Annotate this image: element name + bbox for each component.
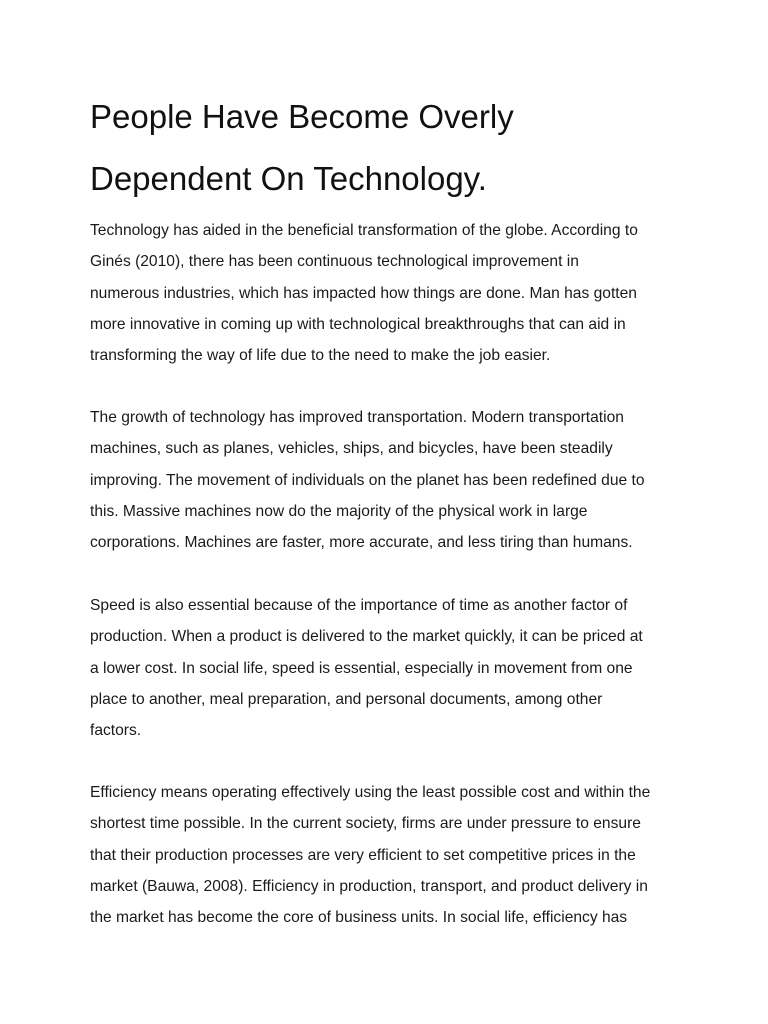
text-line: production. When a product is delivered to the market quickly, it can be priced at [90, 628, 643, 646]
paragraph-technology-transformation [90, 215, 690, 371]
text-line: transforming the way of life due to the need to make the job easier. [90, 347, 551, 365]
paragraph-transportation [90, 402, 690, 558]
text-line: place to another, meal preparation, and personal documents, among other [90, 690, 603, 708]
text-line: corporations. Machines are faster, more accurate, and less tiring than humans. [90, 534, 633, 552]
text-line: factors. [90, 722, 142, 740]
text-line: Efficiency means operating effectively using the least possible cost and within the [90, 784, 651, 801]
title-line: Dependent On Technology. [90, 160, 487, 197]
text-line: Technology has aided in the beneficial transformation of the globe. According to [90, 222, 638, 239]
text-line: machines, such as planes, vehicles, ships, and bicycles, have been steadily [90, 440, 613, 458]
text-line: Speed is also essential because of the importance of time as another factor of [90, 597, 628, 614]
text-line: this. Massive machines now do the majority of the physical work in large [90, 502, 588, 520]
text-line: the market has become the core of business units. In social life, efficiency has [90, 909, 628, 927]
paragraph-efficiency [90, 777, 690, 933]
text-line: Ginés (2010), there has been continuous technological improvement in [90, 253, 579, 271]
document-title [90, 86, 690, 210]
text-line: more innovative in coming up with technological breakthroughs that can aid in [90, 315, 626, 333]
text-line: that their production processes are very efficient to set competitive prices in the [90, 846, 636, 864]
text-line: shortest time possible. In the current society, firms are under pressure to ensure [90, 815, 641, 833]
title-line: People Have Become Overly [90, 98, 514, 135]
text-line: numerous industries, which has impacted how things are done. Man has gotten [90, 284, 637, 302]
paragraph-speed [90, 590, 690, 746]
text-line: market (Bauwa, 2008). Efficiency in production, transport, and product delivery in [90, 877, 648, 895]
text-line: The growth of technology has improved transportation. Modern transportation [90, 409, 624, 426]
text-line: improving. The movement of individuals on the planet has been redefined due to [90, 471, 645, 489]
text-line: a lower cost. In social life, speed is essential, especially in movement from one [90, 659, 633, 677]
